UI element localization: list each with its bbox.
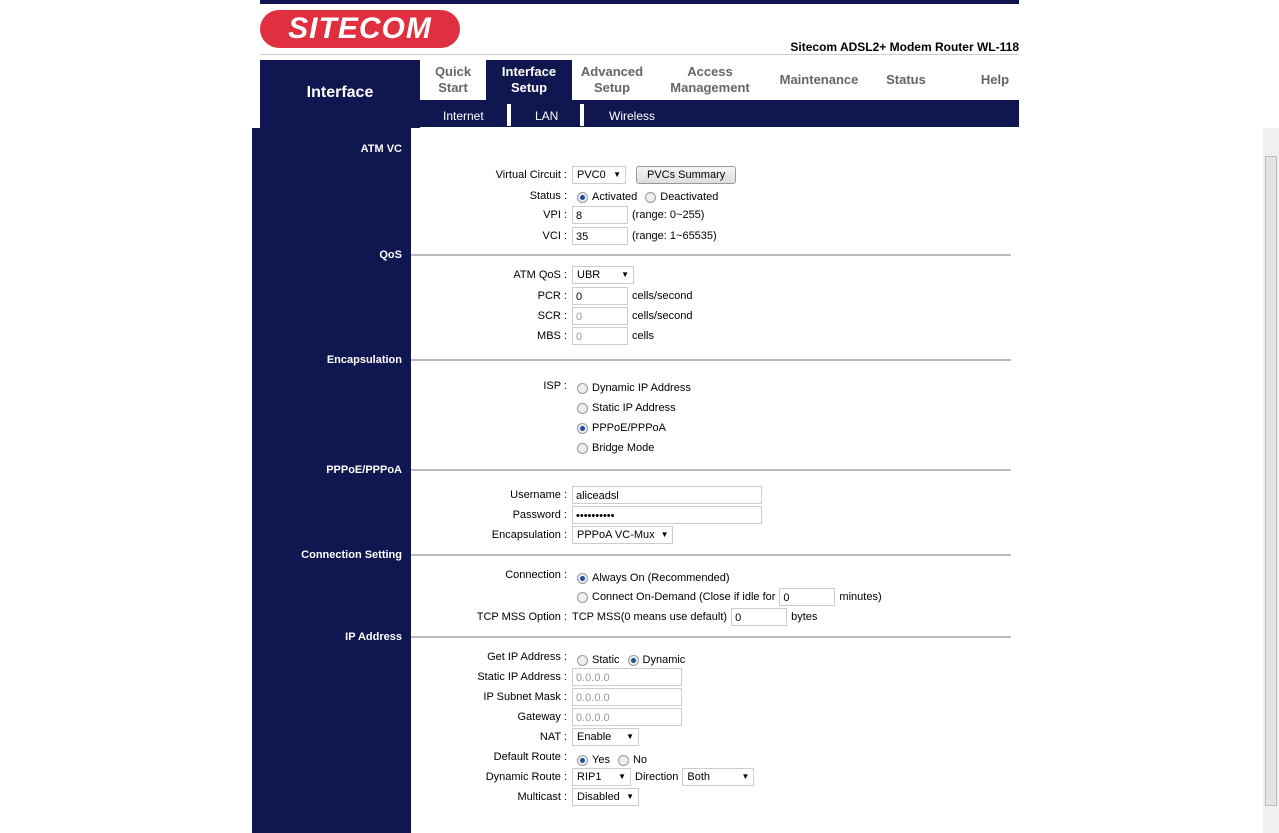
sidebar bbox=[252, 128, 411, 833]
scrollbar-thumb[interactable] bbox=[1265, 156, 1277, 806]
isp-static-radio[interactable] bbox=[577, 403, 588, 414]
label: ISP : bbox=[543, 380, 567, 392]
tab-help[interactable]: Help bbox=[980, 72, 1010, 87]
isp-dynamic-radio[interactable] bbox=[577, 383, 588, 394]
on-demand-radio[interactable] bbox=[577, 592, 588, 603]
tab-access-management[interactable]: Access Management bbox=[670, 64, 750, 95]
idle-minutes-input[interactable]: 0 bbox=[779, 588, 835, 606]
radio-label: No bbox=[632, 754, 648, 766]
chevron-down-icon: ▼ bbox=[660, 530, 669, 539]
label: VCI : bbox=[542, 230, 567, 242]
label: Password : bbox=[512, 509, 567, 521]
top-bar bbox=[260, 0, 1019, 4]
label: Dynamic Route : bbox=[485, 771, 567, 783]
password-input[interactable]: •••••••••• bbox=[572, 506, 762, 524]
encapsulation-select[interactable] bbox=[572, 526, 673, 544]
sitecom-logo: SITECOM bbox=[260, 10, 460, 48]
vci-input[interactable]: 35 bbox=[572, 227, 628, 245]
multicast-select[interactable] bbox=[572, 788, 639, 806]
unit: bytes bbox=[791, 611, 818, 623]
divider bbox=[260, 54, 1019, 55]
radio-label: Deactivated bbox=[660, 191, 719, 203]
isp-pppoe-radio[interactable] bbox=[577, 423, 588, 434]
model-name: Sitecom ADSL2+ Modem Router WL-118 bbox=[790, 40, 1019, 54]
radio-label: Yes bbox=[592, 754, 610, 766]
value: Enable bbox=[577, 731, 612, 743]
always-on-radio[interactable] bbox=[577, 573, 588, 584]
section-encapsulation: Encapsulation bbox=[326, 354, 402, 366]
deactivated-radio[interactable] bbox=[645, 192, 656, 203]
value: PVC0 bbox=[577, 169, 606, 181]
chevron-down-icon: ▼ bbox=[613, 170, 621, 179]
label: Encapsulation : bbox=[491, 529, 567, 541]
label: Multicast : bbox=[517, 791, 567, 803]
label: Static IP Address : bbox=[477, 671, 567, 683]
section-connection-setting: Connection Setting bbox=[301, 549, 402, 561]
tcp-mss-input[interactable]: 0 bbox=[731, 608, 787, 626]
dynamic-route-select[interactable] bbox=[572, 768, 631, 786]
label: Get IP Address : bbox=[487, 651, 567, 663]
hint: (range: 1~65535) bbox=[632, 230, 717, 242]
unit: minutes) bbox=[839, 591, 882, 603]
value: RIP1 bbox=[577, 771, 602, 783]
isp-bridge-radio[interactable] bbox=[577, 443, 588, 454]
gateway-input[interactable]: 0.0.0.0 bbox=[572, 708, 682, 726]
unit: cells/second bbox=[632, 310, 693, 322]
label: VPI : bbox=[543, 209, 567, 221]
direction-select[interactable] bbox=[682, 768, 754, 786]
divider bbox=[411, 469, 1011, 471]
label: MBS : bbox=[537, 330, 567, 342]
mss-text: TCP MSS(0 means use default) bbox=[572, 611, 728, 623]
chevron-down-icon: ▼ bbox=[626, 732, 634, 741]
label: TCP MSS Option : bbox=[476, 611, 567, 623]
default-route-yes-radio[interactable] bbox=[577, 755, 588, 766]
label: Username : bbox=[510, 489, 567, 501]
default-route-no-radio[interactable] bbox=[618, 755, 629, 766]
value: Both bbox=[687, 771, 711, 783]
chevron-down-icon: ▼ bbox=[618, 772, 626, 781]
unit: cells/second bbox=[632, 290, 693, 302]
radio-label: Always On (Recommended) bbox=[592, 572, 730, 584]
scr-input[interactable]: 0 bbox=[572, 307, 628, 325]
label: Virtual Circuit : bbox=[495, 169, 567, 181]
nat-select[interactable] bbox=[572, 728, 639, 746]
username-input[interactable]: aliceadsl bbox=[572, 486, 762, 504]
radio-label: PPPoE/PPPoA bbox=[592, 422, 666, 434]
atm-qos-select[interactable] bbox=[572, 266, 634, 284]
static-ip-input[interactable]: 0.0.0.0 bbox=[572, 668, 682, 686]
hint: (range: 0~255) bbox=[632, 209, 705, 221]
label: Default Route : bbox=[493, 751, 567, 763]
static-ip-radio[interactable] bbox=[577, 655, 588, 666]
section-ip-address: IP Address bbox=[345, 631, 402, 643]
subnet-mask-input[interactable]: 0.0.0.0 bbox=[572, 688, 682, 706]
pvcs-summary-button[interactable]: PVCs Summary bbox=[636, 166, 736, 184]
chevron-down-icon: ▼ bbox=[621, 270, 629, 279]
vpi-input[interactable]: 8 bbox=[572, 206, 628, 224]
label: Direction bbox=[635, 771, 679, 783]
virtual-circuit-select[interactable] bbox=[572, 166, 626, 184]
section-atm-vc: ATM VC bbox=[360, 143, 402, 155]
unit: cells bbox=[632, 330, 655, 342]
chevron-down-icon: ▼ bbox=[626, 792, 634, 801]
label: SCR : bbox=[537, 310, 567, 322]
label: ATM QoS : bbox=[513, 269, 567, 281]
section-qos: QoS bbox=[379, 249, 402, 261]
divider bbox=[411, 636, 1011, 638]
radio-label: Connect On-Demand (Close if idle for bbox=[592, 591, 776, 603]
separator bbox=[507, 104, 511, 126]
label: PCR : bbox=[537, 290, 567, 302]
tab-quick-start[interactable]: Quick Start bbox=[434, 64, 472, 95]
mbs-input[interactable]: 0 bbox=[572, 327, 628, 345]
separator bbox=[580, 104, 584, 126]
value: Disabled bbox=[577, 791, 620, 803]
divider bbox=[411, 254, 1011, 256]
divider bbox=[411, 359, 1011, 361]
value: UBR bbox=[577, 269, 601, 281]
radio-label: Static bbox=[592, 654, 620, 666]
pcr-input[interactable]: 0 bbox=[572, 287, 628, 305]
tab-maintenance[interactable]: Maintenance bbox=[779, 72, 859, 87]
label: Status : bbox=[529, 190, 567, 202]
radio-label: Dynamic IP Address bbox=[592, 382, 691, 394]
tab-interface-setup[interactable]: Interface Setup bbox=[486, 60, 572, 100]
tab-advanced-setup[interactable]: Advanced Setup bbox=[580, 64, 644, 95]
dynamic-ip-radio[interactable] bbox=[628, 655, 639, 666]
subtab-wireless[interactable]: Wireless bbox=[609, 109, 656, 123]
radio-label: Dynamic bbox=[642, 654, 686, 666]
tab-status[interactable]: Status bbox=[886, 72, 926, 87]
label: Gateway : bbox=[517, 711, 567, 723]
radio-label: Activated bbox=[592, 191, 638, 203]
value: PPPoA VC-Mux bbox=[577, 529, 655, 541]
subtab-internet[interactable]: Internet bbox=[443, 109, 484, 123]
label: Connection : bbox=[505, 569, 567, 581]
chevron-down-icon: ▼ bbox=[741, 772, 750, 781]
radio-label: Bridge Mode bbox=[592, 442, 655, 454]
subtab-lan[interactable]: LAN bbox=[535, 109, 559, 123]
label: IP Subnet Mask : bbox=[483, 691, 567, 703]
activated-radio[interactable] bbox=[577, 192, 588, 203]
divider bbox=[411, 554, 1011, 556]
section-title: Interface bbox=[260, 60, 420, 128]
label: NAT : bbox=[539, 731, 567, 743]
radio-label: Static IP Address bbox=[592, 402, 676, 414]
section-pppoe: PPPoE/PPPoA bbox=[326, 464, 402, 476]
